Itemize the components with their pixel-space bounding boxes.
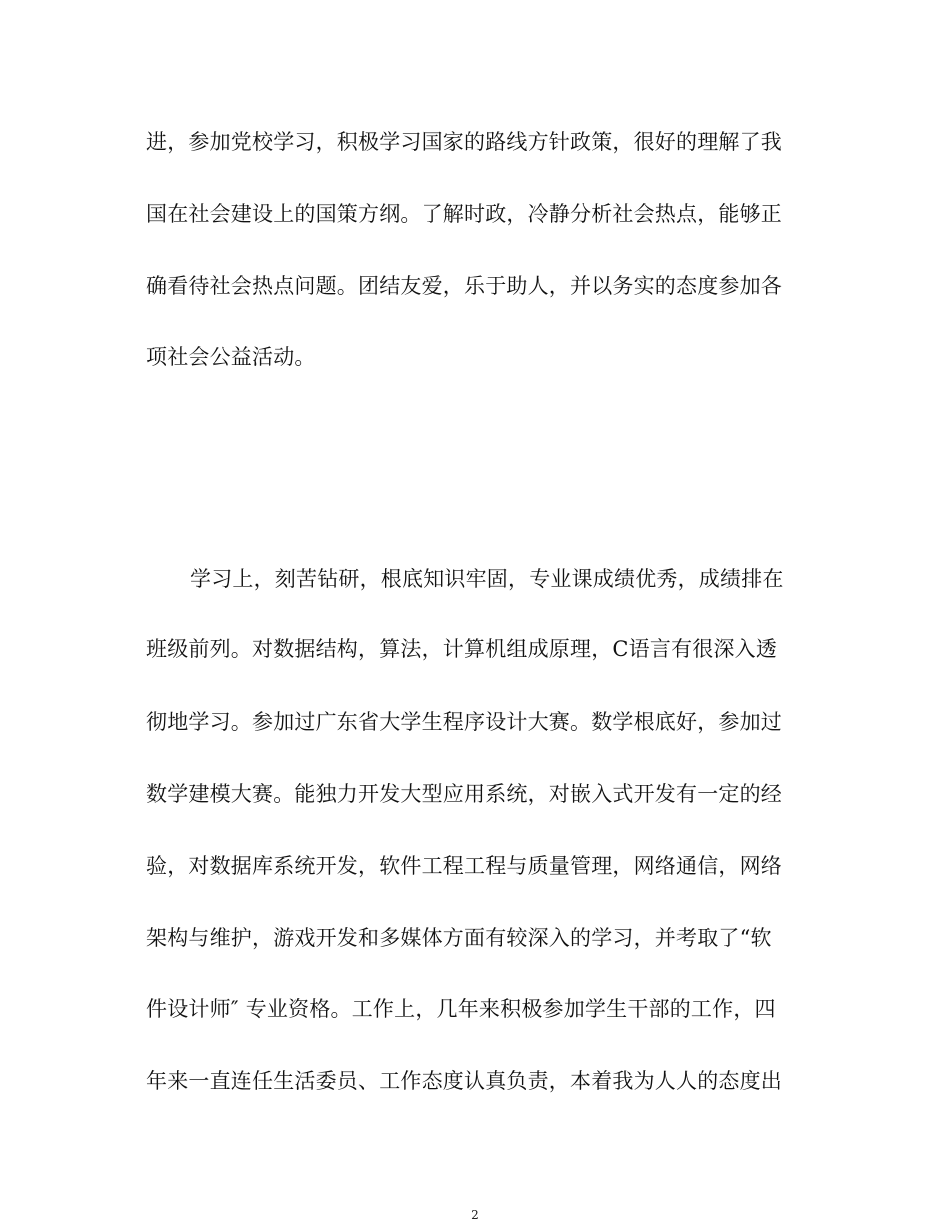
text-line: 数学建模大赛。能独力开发大型应用系统，对嵌入式开发有一定的经: [146, 782, 782, 806]
text-line: 件设计师″ 专业资格。工作上，几年来积极参加学生干部的工作，四: [146, 997, 776, 1021]
text-line: 国在社会建设上的国策方纲。了解时政，冷静分析社会热点，能够正: [146, 202, 782, 226]
text-line: 项社会公益活动。: [146, 345, 316, 369]
text-line: 班级前列。对数据结构，算法，计算机组成原理，C语言有很深入透: [146, 637, 778, 661]
text-line: 年来一直连任生活委员、工作态度认真负责，本着我为人人的态度出: [146, 1069, 782, 1093]
text-line: 架构与维护，游戏开发和多媒体方面有较深入的学习，并考取了“软: [146, 926, 772, 950]
text-line: 彻地学习。参加过广东省大学生程序设计大赛。数学根底好，参加过: [146, 710, 782, 734]
text-line: 验，对数据库系统开发，软件工程工程与质量管理，网络通信，网络: [146, 854, 782, 878]
text-line: 确看待社会热点问题。团结友爱，乐于助人，并以务实的态度参加各: [146, 274, 782, 298]
page-number: 2: [471, 1208, 479, 1222]
text-line: 进，参加党校学习，积极学习国家的路线方针政策，很好的理解了我: [146, 130, 782, 154]
text-line-indented: 学习上，刻苦钻研，根底知识牢固，专业课成绩优秀，成绩排在: [190, 567, 784, 591]
